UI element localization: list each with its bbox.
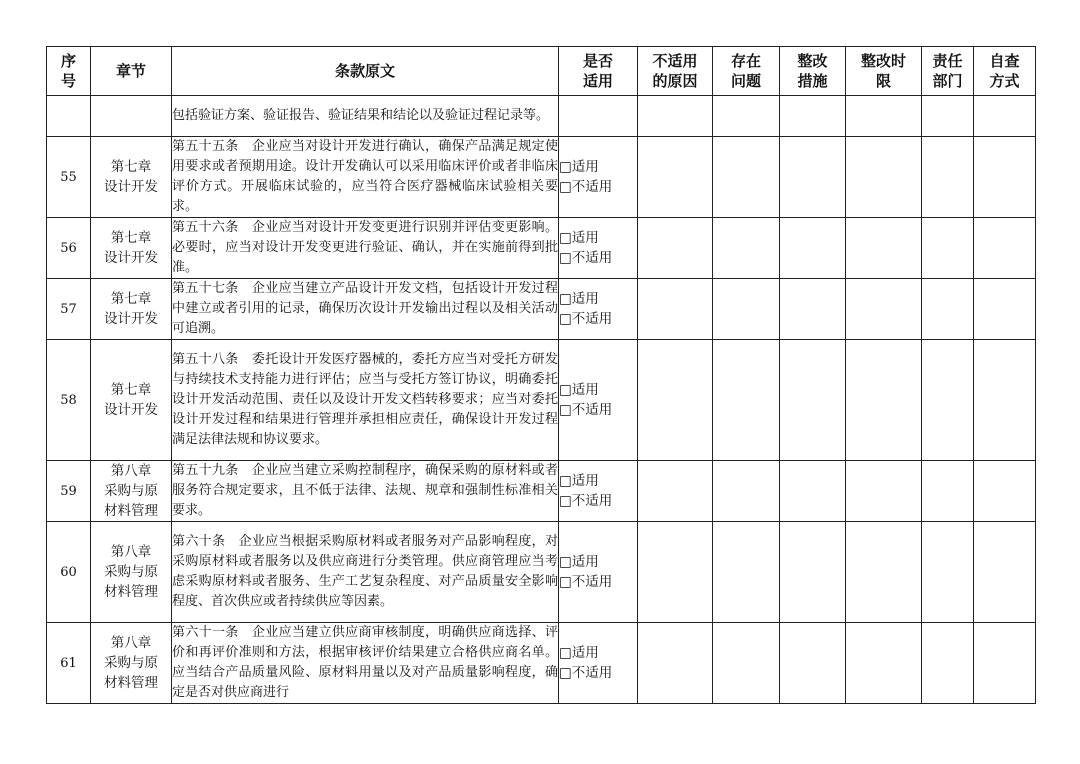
row-deadline-cell[interactable] [846, 623, 922, 704]
row-issue-cell[interactable] [713, 96, 780, 137]
row-measure-cell[interactable] [780, 522, 846, 623]
header-row [47, 47, 1036, 96]
row-measure-cell[interactable] [780, 340, 846, 461]
row-applicable-cell [559, 218, 638, 279]
row-number [47, 96, 91, 137]
row-issue-cell[interactable] [713, 218, 780, 279]
row-number: 58 [47, 340, 91, 461]
row-method-cell[interactable] [974, 279, 1036, 340]
row-chapter: 第八章 采购与原 材料管理 [91, 461, 172, 522]
not-applicable-checkbox[interactable]: □不适用 [559, 250, 613, 266]
row-method-cell[interactable] [974, 461, 1036, 522]
row-dept-cell[interactable] [922, 279, 974, 340]
not-applicable-checkbox[interactable]: □不适用 [559, 402, 613, 418]
table-row [47, 340, 1036, 461]
row-method-cell[interactable] [974, 218, 1036, 279]
header-chapter: 章节 [91, 47, 172, 96]
row-clause-text: 包括验证方案、验证报告、验证结果和结论以及验证过程记录等。 [172, 96, 559, 137]
row-applicable-cell [559, 96, 638, 137]
row-chapter: 第八章 采购与原 材料管理 [91, 623, 172, 704]
row-method-cell[interactable] [974, 522, 1036, 623]
row-applicable-cell [559, 461, 638, 522]
applicable-checkbox[interactable]: □适用 [559, 645, 599, 661]
table-row [47, 623, 1036, 704]
not-applicable-checkbox[interactable]: □不适用 [559, 493, 613, 509]
row-clause-text: 第五十九条 企业应当建立采购控制程序，确保采购的原材料或者服务符合规定要求，且不低于法律、法规、规章和强制性标准相关要求。 [172, 461, 559, 522]
row-method-cell[interactable] [974, 340, 1036, 461]
row-chapter: 第七章 设计开发 [91, 279, 172, 340]
not-applicable-checkbox[interactable]: □不适用 [559, 311, 613, 327]
row-deadline-cell[interactable] [846, 96, 922, 137]
row-number: 57 [47, 279, 91, 340]
row-method-cell[interactable] [974, 623, 1036, 704]
header-issue: 存在 问题 [713, 47, 780, 96]
row-chapter: 第八章 采购与原 材料管理 [91, 522, 172, 623]
row-number: 60 [47, 522, 91, 623]
row-applicable-cell [559, 522, 638, 623]
applicable-checkbox[interactable]: □适用 [559, 291, 599, 307]
row-method-cell[interactable] [974, 96, 1036, 137]
row-measure-cell[interactable] [780, 96, 846, 137]
header-clause: 条款原文 [172, 47, 559, 96]
row-na-reason-cell[interactable] [638, 340, 713, 461]
row-issue-cell[interactable] [713, 279, 780, 340]
applicable-checkbox[interactable]: □适用 [559, 159, 599, 175]
row-method-cell[interactable] [974, 137, 1036, 218]
row-clause-text: 第六十一条 企业应当建立供应商审核制度，明确供应商选择、评价和再评价准则和方法，根据审核评价结果建立合格供应商名单。应当结合产品质量风险、原材料用量以及对产品质量影响程度，确定是否对供应商进行 [172, 623, 559, 704]
not-applicable-checkbox[interactable]: □不适用 [559, 574, 613, 590]
row-dept-cell[interactable] [922, 137, 974, 218]
row-na-reason-cell[interactable] [638, 279, 713, 340]
header-measure: 整改 措施 [780, 47, 846, 96]
row-dept-cell[interactable] [922, 522, 974, 623]
header-na-reason: 不适用 的原因 [638, 47, 713, 96]
row-issue-cell[interactable] [713, 461, 780, 522]
self-inspection-table [46, 46, 1036, 704]
applicable-checkbox[interactable]: □适用 [559, 473, 599, 489]
header-applicable: 是否 适用 [559, 47, 638, 96]
row-na-reason-cell[interactable] [638, 522, 713, 623]
row-deadline-cell[interactable] [846, 522, 922, 623]
table-row [47, 279, 1036, 340]
row-number: 56 [47, 218, 91, 279]
row-dept-cell[interactable] [922, 461, 974, 522]
table-row [47, 137, 1036, 218]
applicable-checkbox[interactable]: □适用 [559, 554, 599, 570]
row-dept-cell[interactable] [922, 340, 974, 461]
row-number: 55 [47, 137, 91, 218]
row-na-reason-cell[interactable] [638, 96, 713, 137]
table-row [47, 461, 1036, 522]
row-clause-text: 第五十八条 委托设计开发医疗器械的，委托方应当对受托方研发与持续技术支持能力进行评估；应当与受托方签订协议，明确委托设计开发活动范围、责任以及设计开发文档转移要求；应当对委托设计开发过程和结果进行管理并承担相应责任，确保设计开发过程满足法律法规和协议要求。 [172, 340, 559, 461]
row-measure-cell[interactable] [780, 279, 846, 340]
row-clause-text: 第五十七条 企业应当建立产品设计开发文档，包括设计开发过程中建立或者引用的记录，确保历次设计开发输出过程以及相关活动可追溯。 [172, 279, 559, 340]
row-issue-cell[interactable] [713, 522, 780, 623]
row-dept-cell[interactable] [922, 96, 974, 137]
table-row [47, 522, 1036, 623]
row-na-reason-cell[interactable] [638, 623, 713, 704]
row-applicable-cell [559, 340, 638, 461]
row-issue-cell[interactable] [713, 623, 780, 704]
row-clause-text: 第六十条 企业应当根据采购原材料或者服务对产品影响程度，对采购原材料或者服务以及供应商进行分类管理。供应商管理应当考虑采购原材料或者服务、生产工艺复杂程度、对产品质量安全影响程度、首次供应或者持续供应等因素。 [172, 522, 559, 623]
header-seq: 序 号 [47, 47, 91, 96]
row-applicable-cell [559, 279, 638, 340]
table-row [47, 218, 1036, 279]
row-measure-cell[interactable] [780, 461, 846, 522]
row-deadline-cell[interactable] [846, 279, 922, 340]
row-issue-cell[interactable] [713, 340, 780, 461]
row-deadline-cell[interactable] [846, 137, 922, 218]
row-measure-cell[interactable] [780, 137, 846, 218]
row-chapter [91, 96, 172, 137]
row-clause-text: 第五十五条 企业应当对设计开发进行确认，确保产品满足规定使用要求或者预期用途。设计开发确认可以采用临床评价或者非临床评价方式。开展临床试验的，应当符合医疗器械临床试验相关要求。 [172, 137, 559, 218]
row-applicable-cell [559, 623, 638, 704]
row-deadline-cell[interactable] [846, 461, 922, 522]
row-na-reason-cell[interactable] [638, 218, 713, 279]
row-number: 59 [47, 461, 91, 522]
header-dept: 责任 部门 [922, 47, 974, 96]
header-deadline: 整改时 限 [846, 47, 922, 96]
row-chapter: 第七章 设计开发 [91, 137, 172, 218]
row-measure-cell[interactable] [780, 623, 846, 704]
header-method: 自查 方式 [974, 47, 1036, 96]
row-na-reason-cell[interactable] [638, 461, 713, 522]
row-number: 61 [47, 623, 91, 704]
row-chapter: 第七章 设计开发 [91, 340, 172, 461]
applicable-checkbox[interactable]: □适用 [559, 230, 599, 246]
row-chapter: 第七章 设计开发 [91, 218, 172, 279]
row-dept-cell[interactable] [922, 623, 974, 704]
row-dept-cell[interactable] [922, 218, 974, 279]
applicable-checkbox[interactable]: □适用 [559, 382, 599, 398]
row-clause-text: 第五十六条 企业应当对设计开发变更进行识别并评估变更影响。必要时，应当对设计开发变更进行验证、确认，并在实施前得到批准。 [172, 218, 559, 279]
row-na-reason-cell[interactable] [638, 137, 713, 218]
row-applicable-cell [559, 137, 638, 218]
not-applicable-checkbox[interactable]: □不适用 [559, 179, 613, 195]
table-row-continuation [47, 96, 1036, 137]
row-issue-cell[interactable] [713, 137, 780, 218]
row-deadline-cell[interactable] [846, 340, 922, 461]
row-measure-cell[interactable] [780, 218, 846, 279]
not-applicable-checkbox[interactable]: □不适用 [559, 665, 613, 681]
row-deadline-cell[interactable] [846, 218, 922, 279]
